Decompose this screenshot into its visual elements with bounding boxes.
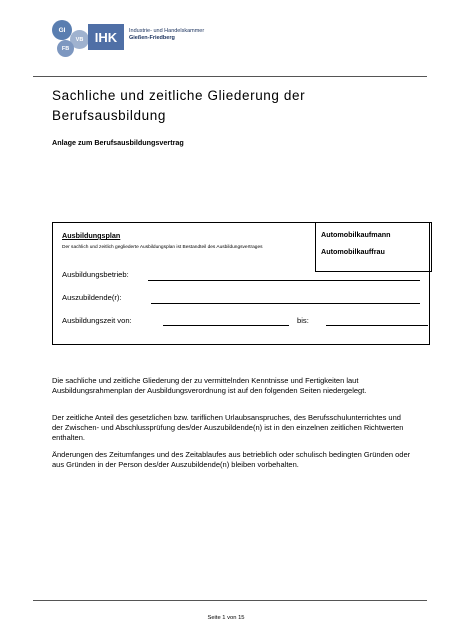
logo-circle-fb: FB [57,40,74,57]
period-to-field[interactable] [326,325,428,326]
title-line-1: Sachliche und zeitliche Gliederung der [52,88,306,103]
document-title [52,86,305,126]
bottom-divider [33,600,427,601]
logo-line-1: Industrie- und Handelskammer [129,28,205,34]
period-to-label: bis: [297,316,309,325]
period-label: Ausbildungszeit von: [62,316,132,325]
top-divider [33,76,427,77]
trainee-field[interactable] [151,303,420,304]
plan-heading: Ausbildungsplan [62,231,121,240]
occupation-female: Automobilkauffrau [321,247,385,256]
logo-circle-vb: VB [70,30,89,49]
trainee-label: Auszubildende(r): [62,293,122,302]
company-label: Ausbildungsbetrieb: [62,270,129,279]
logo-line-2: Gießen-Friedberg [129,35,175,41]
document-subtitle: Anlage zum Berufsausbildungsvertrag [52,138,184,147]
company-field[interactable] [148,280,420,281]
plan-note: Der sachlich und zeitlich gegliederte Ausbildungsplan ist Bestandteil des Ausbildungsvertrages [62,245,263,250]
logo-ihk-mark: IHK [88,24,124,50]
page-number: Seite 1 von 15 [207,615,245,621]
paragraph-changes: Änderungen des Zeitumfanges und des Zeitablaufes aus betrieblich oder schulisch bedingten Gründen oder aus Gründen in der Person des/der Auszubildende(n) bleiben vorbehalten. [52,450,411,470]
logo-chamber-name [129,28,204,42]
period-from-field[interactable] [163,325,289,326]
ihk-logo [52,20,222,60]
occupation-male: Automobilkaufmann [321,230,391,239]
paragraph-structure: Die sachliche und zeitliche Gliederung der zu vermittelnden Kenntnisse und Fertigkeiten laut Ausbildungsrahmenplan der Ausbildungsverordnung ist auf den folgenden Seiten niedergelegt. [52,376,367,396]
occupation-box [315,222,432,272]
logo-circle-gi: GI [52,20,72,40]
training-plan-form [52,222,430,345]
paragraph-time-share: Der zeitliche Anteil des gesetzlichen bzw. tariflichen Urlaubsanspruches, des Berufsschulunterrichtes und der Zwischen- und Abschlussprüfung des/der Auszubildende(n) ist in den einzelnen zeitlichen Richtwerten enthalten. [52,413,404,443]
title-line-2: Berufsausbildung [52,108,166,123]
